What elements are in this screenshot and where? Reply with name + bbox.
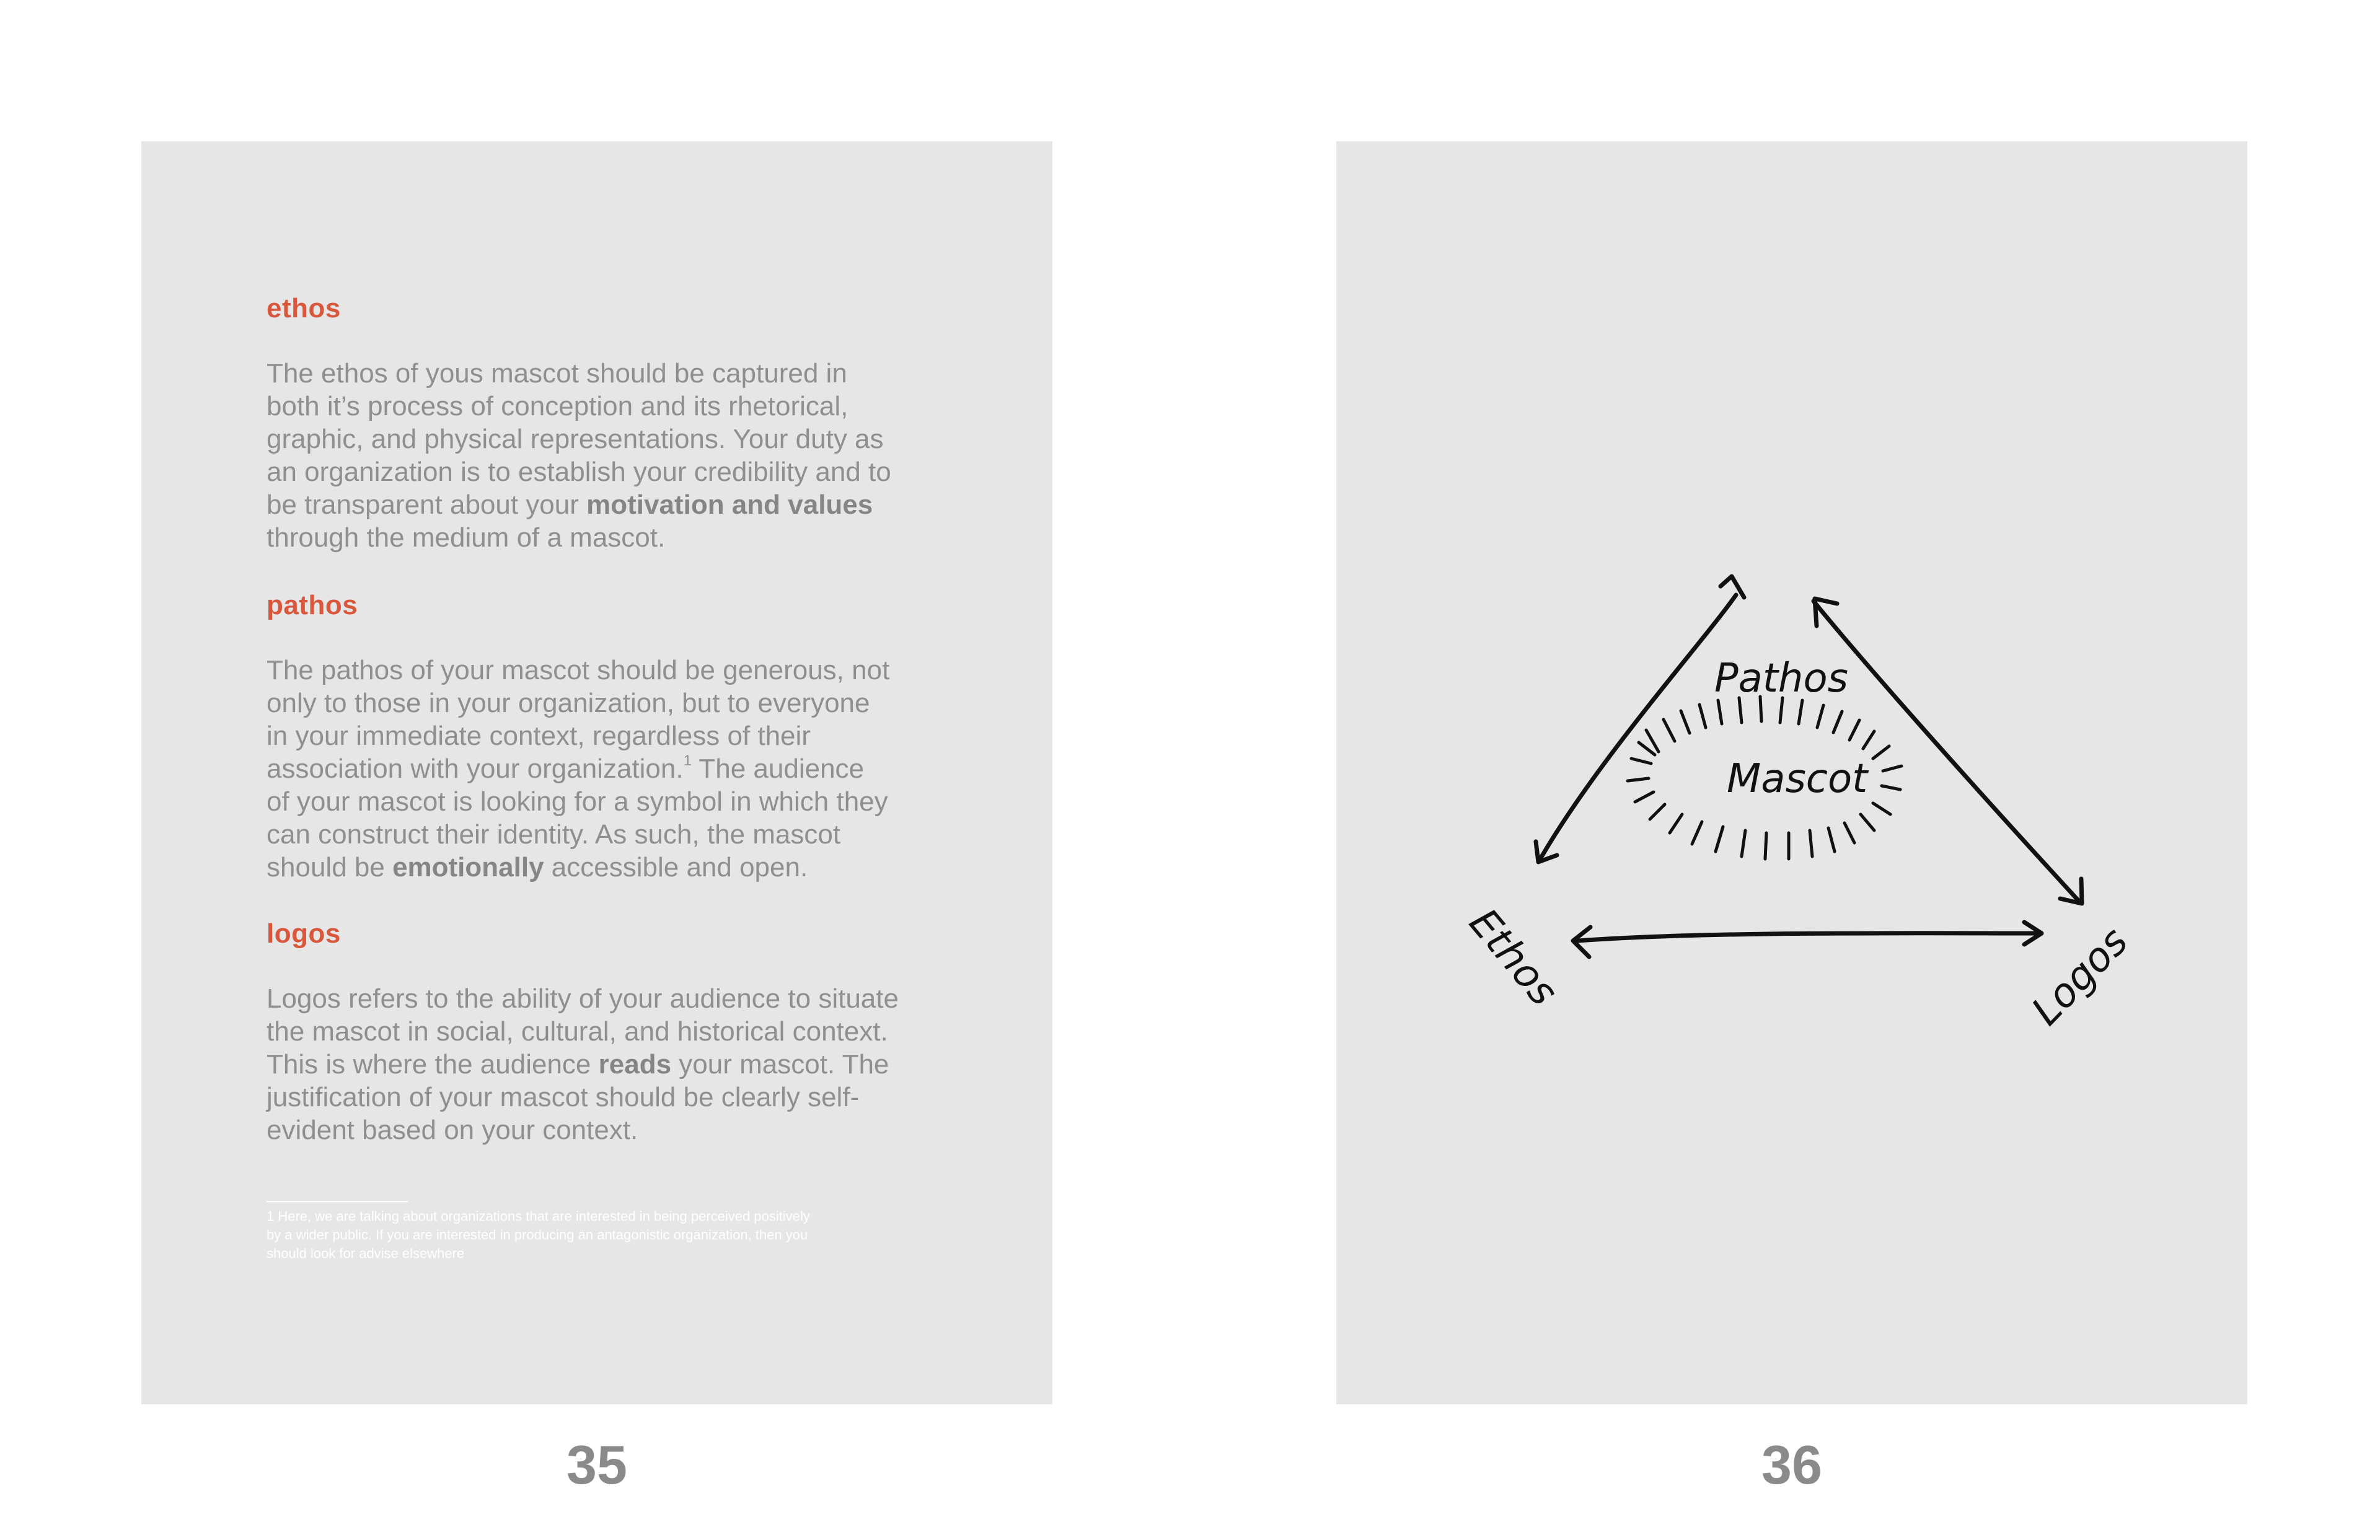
- text-line: of your mascot is looking for a symbol in which they: [267, 786, 888, 817]
- page-number-right: 36: [1761, 1434, 1822, 1495]
- arrow-pathos-logos: [1814, 601, 2080, 902]
- heading-ethos: ethos: [267, 293, 341, 323]
- text-line: be transparent about your motivation and values: [267, 490, 873, 520]
- footnote-marker: 1: [683, 752, 692, 769]
- text-line: This is where the audience reads your mascot. The: [267, 1049, 889, 1080]
- text-line: both it’s process of conception and its rhetorical,: [267, 391, 848, 421]
- page-number-left: 35: [566, 1434, 627, 1495]
- footnote-line: 1 Here, we are talking about organizations that are interested in being perceived positively: [267, 1208, 810, 1224]
- text-line: in your immediate context, regardless of their: [267, 721, 811, 751]
- rhetorical-triangle-diagram: [1336, 141, 2247, 1404]
- heading-logos: logos: [267, 918, 341, 949]
- text-line: an organization is to establish your credibility and to: [267, 457, 891, 487]
- label-mascot: Mascot: [1727, 756, 1868, 802]
- text-line: Logos refers to the ability of your audience to situate: [267, 983, 899, 1014]
- pathos-paragraph: [267, 654, 936, 884]
- text-line: The pathos of your mascot should be generous, not: [267, 655, 890, 685]
- heading-pathos: pathos: [267, 590, 358, 620]
- text-line: association with your organization.$^1$ The audience: [267, 752, 865, 784]
- footnote-divider: [267, 1201, 408, 1202]
- emphasis-reads: reads: [598, 1049, 672, 1080]
- text-line: evident based on your context.: [267, 1115, 638, 1145]
- emphasis-motivation: motivation and values: [586, 490, 873, 520]
- emphasis-emotionally: emotionally: [392, 852, 544, 882]
- label-pathos: Pathos: [1714, 656, 1848, 702]
- text-line: The ethos of yous mascot should be captured in: [267, 358, 847, 389]
- footnote: [267, 1207, 948, 1263]
- text-line: should be emotionally accessible and open.: [267, 852, 808, 882]
- arrowhead-pathos-left: [1721, 576, 1744, 597]
- right-page: [1336, 141, 2247, 1404]
- label-logos: Logos: [2023, 918, 2138, 1035]
- left-page: [141, 141, 1052, 1404]
- text-line: through the medium of a mascot.: [267, 522, 666, 553]
- arrow-ethos-logos: [1578, 933, 2037, 941]
- label-ethos: Ethos: [1460, 900, 1567, 1015]
- text-line: graphic, and physical representations. Your duty as: [267, 424, 884, 454]
- ethos-paragraph: [267, 357, 936, 554]
- text-line: justification of your mascot should be clearly self-: [267, 1082, 860, 1112]
- footnote-line: by a wider public. If you are interested in producing an antagonistic organization, then you: [267, 1227, 808, 1243]
- arrowhead-pathos-right: [1815, 599, 1837, 626]
- text-line: can construct their identity. As such, the mascot: [267, 819, 841, 850]
- text-line: the mascot in social, cultural, and historical context.: [267, 1016, 888, 1047]
- logos-paragraph: [267, 982, 936, 1146]
- text-line: only to those in your organization, but to everyone: [267, 688, 870, 718]
- footnote-line: should look for advise elsewhere: [267, 1246, 465, 1261]
